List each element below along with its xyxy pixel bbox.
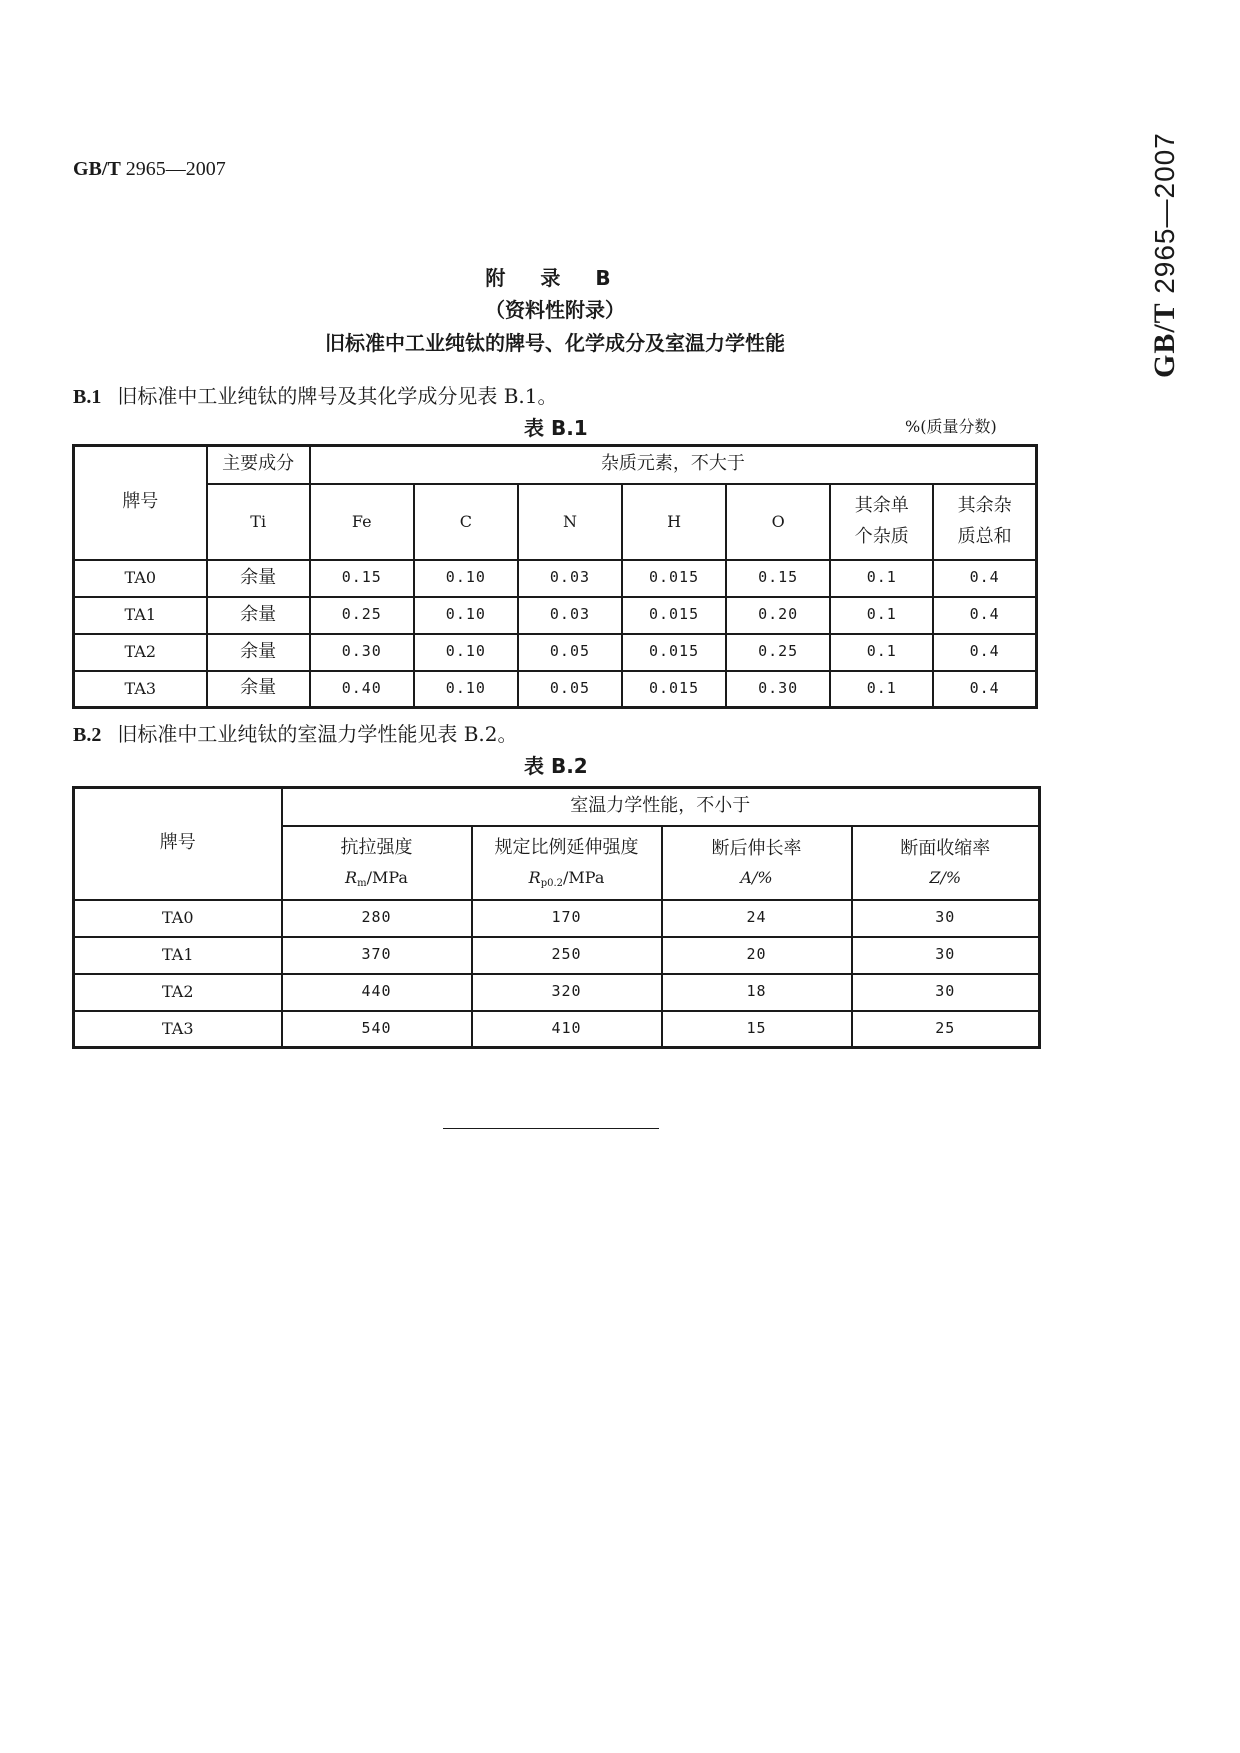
t1-col-c: C (414, 484, 518, 560)
t2-cell: 170 (472, 900, 662, 937)
t1-cell: 0.10 (414, 597, 518, 634)
t1-cell: 0.20 (726, 597, 830, 634)
t1-cell: 0.1 (830, 671, 933, 708)
t2-head-group: 室温力学性能，不小于 (282, 788, 1040, 826)
t1-cell: 余量 (207, 597, 310, 634)
clause-b2: B.2 旧标准中工业纯钛的室温力学性能见表 B.2。 (73, 722, 518, 746)
t2-col-elong: 断后伸长率 A/% (662, 826, 852, 900)
t1-cell: 0.05 (518, 634, 622, 671)
t2-cell: TA1 (74, 937, 282, 974)
table2-title: 表 B.2 (524, 754, 588, 778)
t2-cell: 20 (662, 937, 852, 974)
t2-col-proof: 规定比例延伸强度 $R_{p0.2}$/MPa (472, 826, 662, 900)
t2-cell: 24 (662, 900, 852, 937)
t1-cell: 0.015 (622, 597, 726, 634)
t1-cell: 0.03 (518, 597, 622, 634)
clause-b1: B.1 旧标准中工业纯钛的牌号及其化学成分见表 B.1。 (73, 384, 558, 408)
t1-cell: 0.1 (830, 634, 933, 671)
t1-cell: TA3 (74, 671, 207, 708)
t1-cell: 0.015 (622, 671, 726, 708)
t1-cell: 0.10 (414, 671, 518, 708)
t2-cell: 25 (852, 1011, 1040, 1048)
t2-cell: 320 (472, 974, 662, 1011)
t1-cell: 0.05 (518, 671, 622, 708)
t1-cell: 0.1 (830, 560, 933, 597)
t1-col-o: O (726, 484, 830, 560)
appendix-heading: 旧标准中工业纯钛的牌号、化学成分及室温力学性能 (325, 331, 785, 355)
t2-cell: 410 (472, 1011, 662, 1048)
t2-cell: 540 (282, 1011, 472, 1048)
t1-cell: 余量 (207, 671, 310, 708)
table-b1 (72, 444, 1038, 709)
t2-cell: 18 (662, 974, 852, 1011)
t1-cell: 0.40 (310, 671, 414, 708)
table-row (74, 974, 1040, 1011)
t1-cell: 0.015 (622, 634, 726, 671)
t2-cell: 15 (662, 1011, 852, 1048)
table-row (74, 671, 1037, 708)
t1-cell: 0.25 (726, 634, 830, 671)
t1-col-ti: Ti (207, 484, 310, 560)
header-code: GB/T 2965—2007 (73, 158, 226, 180)
t1-cell: TA1 (74, 597, 207, 634)
t2-col-reduct: 断面收缩率 Z/% (852, 826, 1040, 900)
t1-col-n: N (518, 484, 622, 560)
table-b2 (72, 786, 1041, 1049)
t2-cell: 30 (852, 974, 1040, 1011)
t2-cell: TA2 (74, 974, 282, 1011)
table-row (74, 560, 1037, 597)
t2-cell: 250 (472, 937, 662, 974)
t1-cell: 0.4 (933, 560, 1036, 597)
t1-cell: 0.30 (310, 634, 414, 671)
t1-col-h: H (622, 484, 726, 560)
t2-cell: 440 (282, 974, 472, 1011)
t2-cell: 30 (852, 937, 1040, 974)
appendix-title: 附 录 B (485, 266, 625, 290)
t1-cell: 0.15 (310, 560, 414, 597)
t2-cell: 30 (852, 900, 1040, 937)
t1-col-single: 其余单 个杂质 (830, 484, 933, 560)
t1-cell: 0.4 (933, 597, 1036, 634)
t1-head-impurity: 杂质元素，不大于 (310, 446, 1037, 484)
t2-col-tensile: 抗拉强度 $R_m$/MPa (282, 826, 472, 900)
t1-head-grade: 牌号 (74, 446, 207, 560)
table-row (74, 597, 1037, 634)
t1-cell: 0.30 (726, 671, 830, 708)
t1-cell: 0.4 (933, 671, 1036, 708)
t2-cell: 370 (282, 937, 472, 974)
t2-cell: TA3 (74, 1011, 282, 1048)
end-rule (443, 1128, 659, 1129)
t1-cell: 余量 (207, 560, 310, 597)
t1-cell: 0.4 (933, 634, 1036, 671)
table-row (74, 937, 1040, 974)
t1-cell: 0.015 (622, 560, 726, 597)
t1-cell: TA0 (74, 560, 207, 597)
table1-unit: %(质量分数) (905, 417, 997, 436)
t1-cell: 0.10 (414, 560, 518, 597)
t1-col-total: 其余杂 质总和 (933, 484, 1036, 560)
t1-cell: 0.1 (830, 597, 933, 634)
t2-cell: TA0 (74, 900, 282, 937)
t1-cell: TA2 (74, 634, 207, 671)
t1-cell: 0.10 (414, 634, 518, 671)
t2-head-grade: 牌号 (74, 788, 282, 900)
table-row (74, 1011, 1040, 1048)
table-row (74, 900, 1040, 937)
table1-title: 表 B.1 (524, 416, 588, 440)
t1-col-fe: Fe (310, 484, 414, 560)
table-row (74, 634, 1037, 671)
side-code: GB/T 2965—2007 (1148, 132, 1181, 378)
t1-cell: 0.03 (518, 560, 622, 597)
t1-cell: 0.15 (726, 560, 830, 597)
t1-head-main: 主要成分 (207, 446, 310, 484)
appendix-type: （资料性附录） (485, 298, 625, 322)
t1-cell: 余量 (207, 634, 310, 671)
t2-cell: 280 (282, 900, 472, 937)
t1-cell: 0.25 (310, 597, 414, 634)
